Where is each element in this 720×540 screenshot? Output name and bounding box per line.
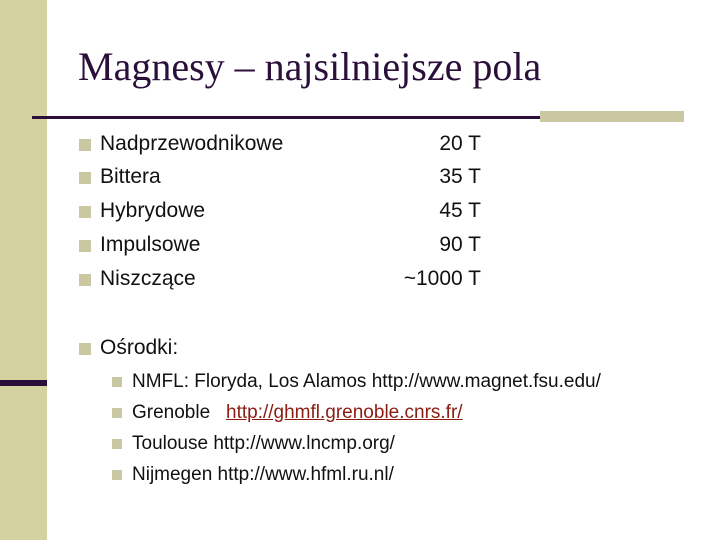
- bullet-icon: [112, 408, 122, 418]
- magnet-field-value: 90 T: [439, 233, 481, 256]
- magnet-type-label: Niszczące: [100, 267, 196, 290]
- magnet-type-label: Nadprzewodnikowe: [100, 132, 284, 155]
- side-decoration-band: [0, 0, 47, 540]
- bullet-icon: [79, 172, 91, 184]
- magnet-type-label: Impulsowe: [100, 233, 201, 256]
- center-item: Nijmegen http://www.hfml.ru.nl/: [132, 464, 394, 485]
- magnet-type-label: Bittera: [100, 165, 161, 188]
- bullet-icon: [112, 439, 122, 449]
- bullet-icon: [112, 470, 122, 480]
- centers-heading: Ośrodki:: [100, 336, 179, 359]
- center-name: Grenoble: [132, 402, 211, 423]
- magnet-field-value: 45 T: [439, 199, 481, 222]
- bullet-icon: [79, 343, 91, 355]
- grenoble-link[interactable]: http://ghmfl.grenoble.cnrs.fr/: [226, 402, 463, 423]
- magnet-field-value: ~1000 T: [403, 267, 481, 290]
- magnet-type-label: Hybrydowe: [100, 199, 206, 222]
- bullet-icon: [79, 206, 91, 218]
- center-item: [132, 402, 463, 424]
- center-item: NMFL: Floryda, Los Alamos http://www.magnet.fsu.edu/: [132, 371, 601, 392]
- side-accent-bar: [0, 380, 47, 386]
- magnet-field-value: 20 T: [439, 132, 481, 155]
- magnet-field-value: 35 T: [439, 165, 481, 188]
- bullet-icon: [112, 377, 122, 387]
- slide-title: Magnesy – najsilniejsze pola: [78, 44, 542, 89]
- bullet-icon: [79, 274, 91, 286]
- title-accent-block: [540, 111, 684, 122]
- center-item: Toulouse http://www.lncmp.org/: [132, 433, 395, 454]
- bullet-icon: [79, 240, 91, 252]
- bullet-icon: [79, 139, 91, 151]
